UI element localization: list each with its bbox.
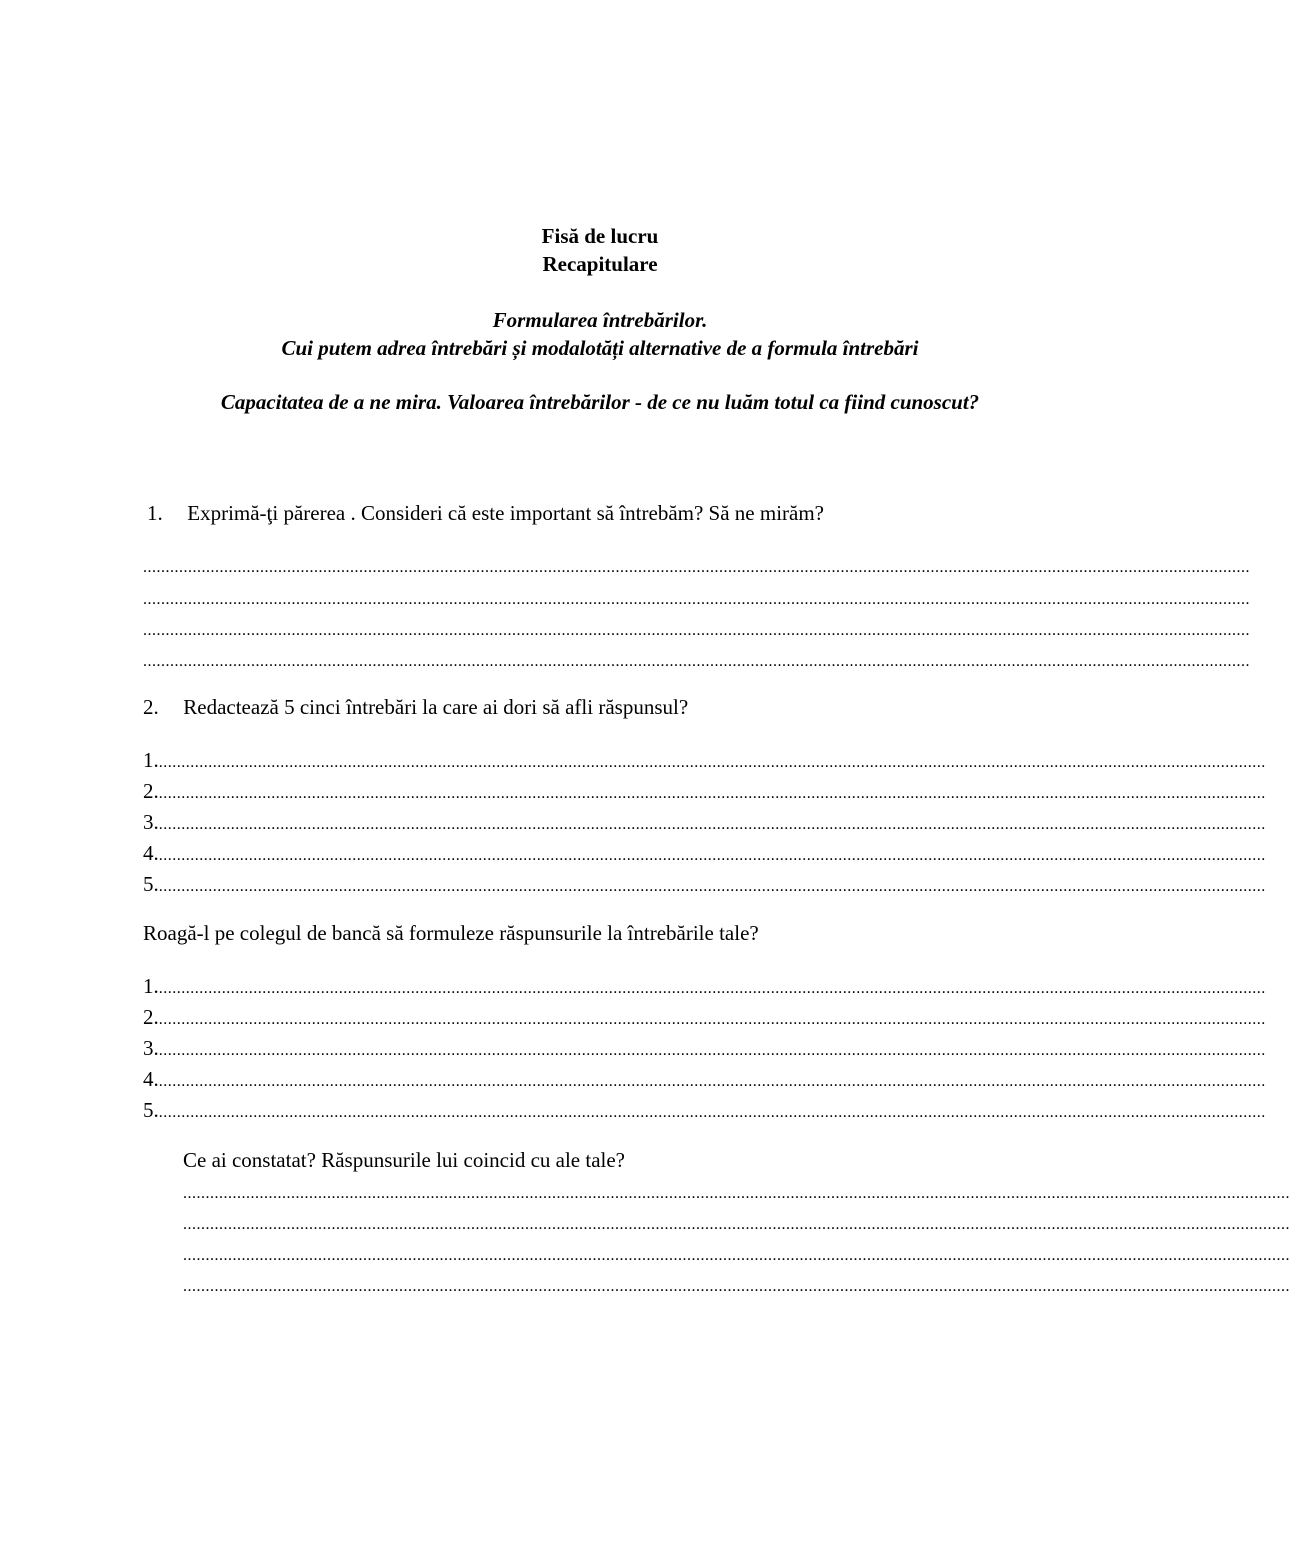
- answer-line[interactable]: ......................................................................................................................................................................................................................................................: [183, 1247, 1290, 1264]
- question-2-answer-line[interactable]: [143, 870, 1266, 901]
- answer-dots: ......................................................................................................................................................................................................................................................: [158, 1011, 1266, 1028]
- answer-dots: ......................................................................................................................................................................................................................................................: [158, 847, 1266, 864]
- answer-dots: ......................................................................................................................................................................................................................................................: [158, 1073, 1266, 1090]
- answer-line[interactable]: ......................................................................................................................................................................................................................................................: [143, 559, 1250, 576]
- worksheet-subtitle: Recapitulare: [542, 252, 658, 276]
- answer-dots: ......................................................................................................................................................................................................................................................: [158, 816, 1266, 833]
- answer-dots: ......................................................................................................................................................................................................................................................: [158, 1042, 1266, 1059]
- question-3-text: Roagă-l pe colegul de bancă să formuleze răspunsurile la întrebările tale?: [143, 921, 759, 945]
- answer-number: 1.: [143, 748, 159, 772]
- answer-line[interactable]: ......................................................................................................................................................................................................................................................: [143, 653, 1250, 670]
- answer-number: 2.: [143, 779, 159, 803]
- question-2-answer-line[interactable]: [143, 839, 1266, 870]
- question-2-answer-line[interactable]: [143, 777, 1266, 808]
- answer-line[interactable]: ......................................................................................................................................................................................................................................................: [183, 1278, 1290, 1295]
- topic-line-2: Cui putem adrea întrebări și modalotăți alternative de a formula întrebări: [281, 336, 919, 360]
- question-2-number: 2.: [143, 695, 159, 719]
- question-2-answer-line[interactable]: [143, 746, 1266, 777]
- answer-line[interactable]: ......................................................................................................................................................................................................................................................: [183, 1185, 1290, 1202]
- answer-number: 3.: [143, 810, 159, 834]
- question-1-number: 1.: [147, 501, 163, 525]
- question-1: [147, 499, 824, 527]
- answer-dots: ......................................................................................................................................................................................................................................................: [158, 785, 1266, 802]
- question-2-text: Redactează 5 cinci întrebări la care ai dori să afli răspunsul?: [183, 695, 689, 719]
- topic-line-1: Formularea întrebărilor.: [492, 308, 708, 332]
- answer-number: 1.: [143, 974, 159, 998]
- answer-dots: ......................................................................................................................................................................................................................................................: [158, 1104, 1266, 1121]
- question-1-text: Exprimă-ţi părerea . Consideri că este important să întrebăm? Să ne mirăm?: [187, 501, 825, 525]
- answer-dots: ......................................................................................................................................................................................................................................................: [158, 878, 1266, 895]
- question-4: [183, 1146, 625, 1174]
- answer-number: 2.: [143, 1005, 159, 1029]
- answer-line[interactable]: ......................................................................................................................................................................................................................................................: [183, 1216, 1290, 1233]
- question-2: [143, 693, 688, 721]
- question-3: [143, 919, 759, 947]
- answer-number: 5.: [143, 872, 159, 896]
- answer-number: 5.: [143, 1098, 159, 1122]
- answer-number: 3.: [143, 1036, 159, 1060]
- answer-dots: ......................................................................................................................................................................................................................................................: [158, 754, 1266, 771]
- worksheet-title: Fisă de lucru: [541, 224, 659, 248]
- question-3-answer-line[interactable]: [143, 1096, 1266, 1127]
- answer-number: 4.: [143, 841, 159, 865]
- answer-dots: ......................................................................................................................................................................................................................................................: [158, 980, 1266, 997]
- answer-line[interactable]: ......................................................................................................................................................................................................................................................: [143, 622, 1250, 639]
- question-3-answer-line[interactable]: [143, 1003, 1266, 1034]
- topic-line-3: Capacitatea de a ne mira. Valoarea întrebărilor - de ce nu luăm totul ca fiind cunoscut?: [220, 390, 980, 414]
- question-3-answer-line[interactable]: [143, 1034, 1266, 1065]
- question-3-answer-line[interactable]: [143, 972, 1266, 1003]
- answer-number: 4.: [143, 1067, 159, 1091]
- question-2-answer-line[interactable]: [143, 808, 1266, 839]
- question-4-text: Ce ai constatat? Răspunsurile lui coincid cu ale tale?: [183, 1148, 626, 1172]
- question-3-answer-line[interactable]: [143, 1065, 1266, 1096]
- answer-line[interactable]: ......................................................................................................................................................................................................................................................: [143, 591, 1250, 608]
- worksheet-header: [0, 222, 1200, 416]
